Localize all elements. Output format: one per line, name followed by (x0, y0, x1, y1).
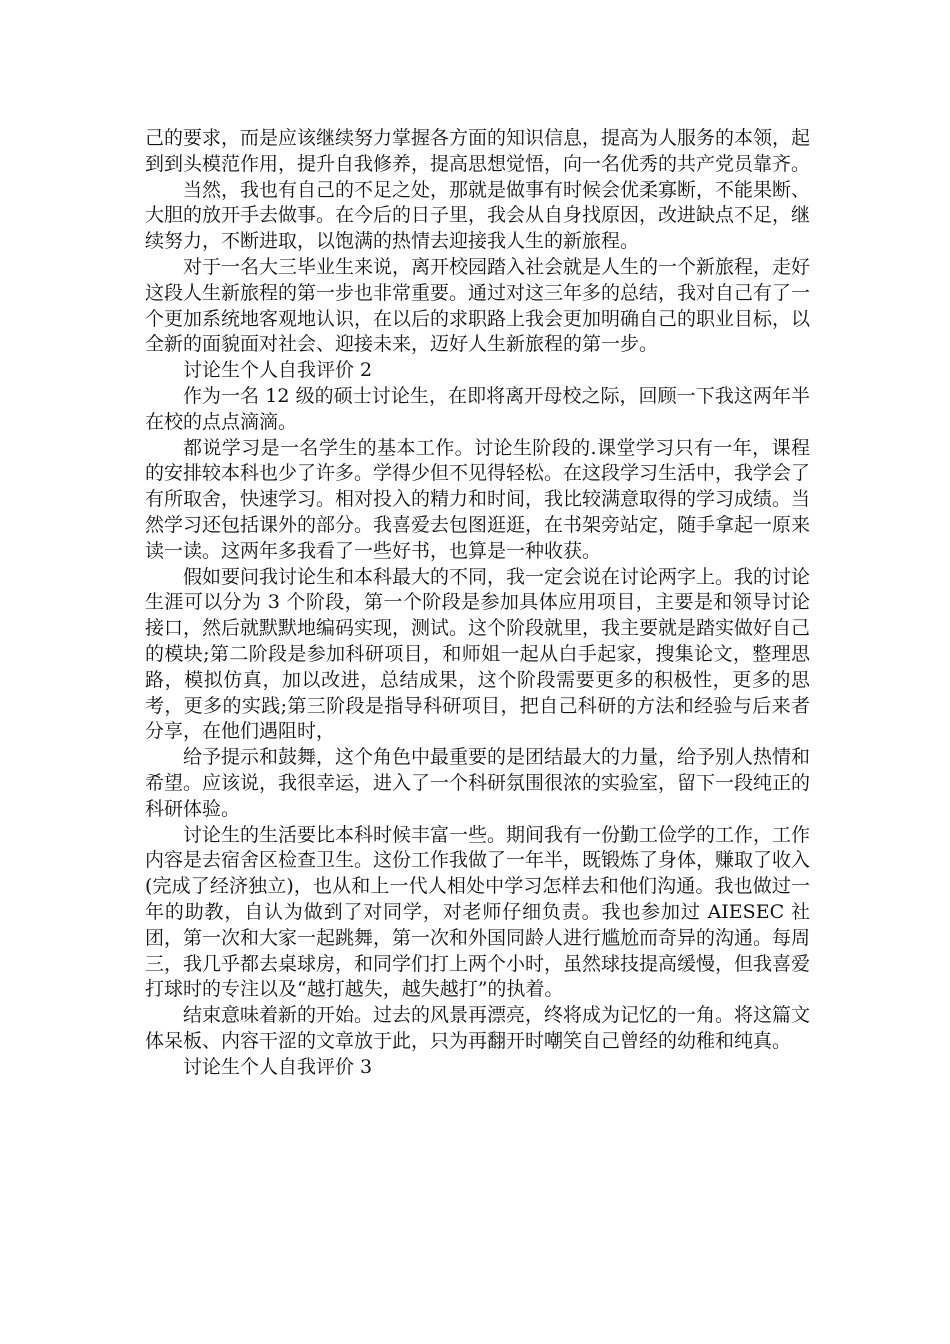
paragraph: 讨论生的生活要比本科时候丰富一些。期间我有一份勤工俭学的工作，工作内容是去宿舍区检查卫生。这份工作我做了一年半，既锻炼了身体，赚取了收入(完成了经济独立)，也从和上一代人相处中学习怎样去和他们沟通。我也做过一年的助教，自认为做到了对同学，对老师仔细负责。我也参加过 AIESEC 社团，第一次和大家一起跳舞，第一次和外国同龄人进行尴尬而奇异的沟通。每周三，我几乎都去桌球房，和同学们打上两个小时，虽然球技提高缓慢，但我喜爱打球时的专注以及“越打越失，越失越打”的执着。 (145, 823, 811, 1001)
paragraph: 结束意味着新的开始。过去的风景再漂亮，终将成为记忆的一角。将这篇文体呆板、内容干涩的文章放于此，只为再翻开时嘲笑自己曾经的幼稚和纯真。 (145, 1004, 811, 1052)
paragraph: 对于一名大三毕业生来说，离开校园踏入社会就是人生的一个新旅程，走好这段人生新旅程的第一步也非常重要。通过对这三年多的总结，我对自己有了一个更加系统地客观地认识，在以后的求职路上我会更加明确自己的职业目标，以全新的面貌面对社会、迎接未来，迈好人生新旅程的第一步。 (145, 255, 811, 356)
paragraph: 假如要问我讨论生和本科最大的不同，我一定会说在讨论两字上。我的讨论生涯可以分为 3 个阶段，第一个阶段是参加具体应用项目，主要是和领导讨论接口，然后就默默地编码实现，测试。这个阶段就里，我主要就是踏实做好自己的模块;第二阶段是参加科研项目，和师姐一起从白手起家，搜集论文，整理思路，模拟仿真，加以改进，总结成果，这个阶段需要更多的积极性，更多的思考，更多的实践;第三阶段是指导科研项目，把自己科研的方法和经验与后来者分享，在他们遇阻时， (145, 565, 811, 743)
paragraph: 给予提示和鼓舞，这个角色中最重要的是团结最大的力量，给予别人热情和希望。应该说，我很幸运，进入了一个科研氛围很浓的实验室，留下一段纯正的科研体验。 (145, 746, 811, 820)
section-heading: 讨论生个人自我评价 3 (183, 1055, 373, 1078)
section-heading: 讨论生个人自我评价 2 (183, 359, 373, 382)
paragraph: 作为一名 12 级的硕士讨论生，在即将离开母校之际，回顾一下我这两年半在校的点点滴滴。 (145, 384, 810, 433)
paragraph: 当然，我也有自己的不足之处，那就是做事有时候会优柔寡断，不能果断、大胆的放开手去做事。在今后的日子里，我会从自身找原因，改进缺点不足，继续努力，不断进取，以饱满的热情去迎接我人生的新旅程。 (145, 178, 811, 253)
paragraph: 己的要求，而是应该继续努力掌握各方面的知识信息，提高为人服务的本领，起到到头模范作用，提升自我修养，提高思想觉悟，向一名优秀的共产党员靠齐。 (145, 127, 811, 175)
document-body (145, 126, 810, 1080)
paragraph: 都说学习是一名学生的基本工作。讨论生阶段的.课堂学习只有一年，课程的安排较本科也少了许多。学得少但不见得轻松。在这段学习生活中，我学会了有所取舍，快速学习。相对投入的精力和时间，我比较满意取得的学习成绩。当然学习还包括课外的部分。我喜爱去包图逛逛，在书架旁站定，随手拿起一原来读一读。这两年多我看了一些好书，也算是一种收获。 (145, 436, 811, 562)
